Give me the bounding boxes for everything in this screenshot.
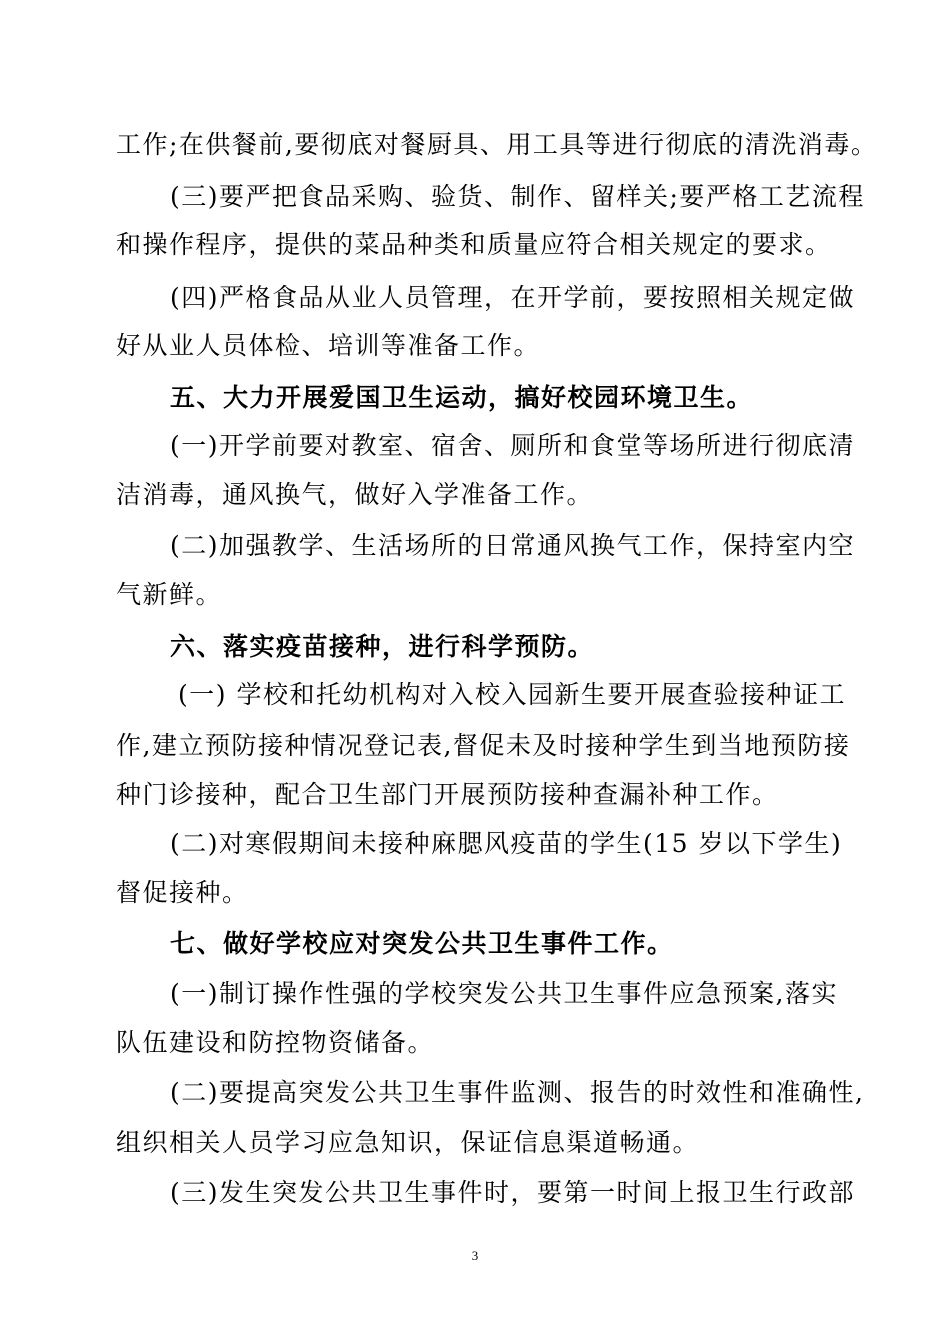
text-line: (三)要严把食品采购、验货、制作、留样关;要严格工艺流程 [170, 182, 865, 211]
text-line: 组织相关人员学习应急知识，保证信息渠道畅通。 [116, 1128, 700, 1157]
section-heading: 六、落实疫苗接种，进行科学预防。 [170, 632, 595, 661]
text-line: 种门诊接种，配合卫生部门开展预防接种查漏补种工作。 [116, 780, 779, 809]
page-number: 3 [471, 1248, 479, 1263]
text-line: 督促接种。 [116, 878, 249, 907]
text-line: (四)严格食品从业人员管理，在开学前，要按照相关规定做 [170, 283, 856, 312]
text-line: (二)加强教学、生活场所的日常通风换气工作，保持室内空 [170, 531, 856, 560]
text-line: 和操作程序，提供的菜品种类和质量应符合相关规定的要求。 [116, 230, 832, 259]
text-line: 工作;在供餐前,要彻底对餐厨具、用工具等进行彻底的清洗消毒。 [116, 130, 878, 159]
text-line: 洁消毒，通风换气，做好入学准备工作。 [116, 480, 594, 509]
text-line: (二)对寒假期间未接种麻腮风疫苗的学生(15 岁以下学生) [170, 829, 843, 858]
text-line: (一)开学前要对教室、宿舍、厕所和食堂等场所进行彻底清 [170, 431, 856, 460]
text-line: (一) 学校和托幼机构对入校入园新生要开展查验接种证工 [178, 680, 846, 709]
text-line: 气新鲜。 [116, 580, 223, 609]
text-line: (三)发生突发公共卫生事件时，要第一时间上报卫生行政部 [170, 1178, 856, 1207]
section-heading: 五、大力开展爱国卫生运动，搞好校园环境卫生。 [170, 383, 754, 412]
text-line: (一)制订操作性强的学校突发公共卫生事件应急预案,落实 [170, 979, 838, 1008]
text-line: 作,建立预防接种情况登记表,督促未及时接种学生到当地预防接 [116, 731, 851, 760]
text-line: 队伍建设和防控物资储备。 [116, 1028, 435, 1057]
text-line: 好从业人员体检、培训等准备工作。 [116, 331, 541, 360]
text-line: (二)要提高突发公共卫生事件监测、报告的时效性和准确性, [170, 1078, 865, 1107]
section-heading: 七、做好学校应对突发公共卫生事件工作。 [170, 929, 674, 958]
